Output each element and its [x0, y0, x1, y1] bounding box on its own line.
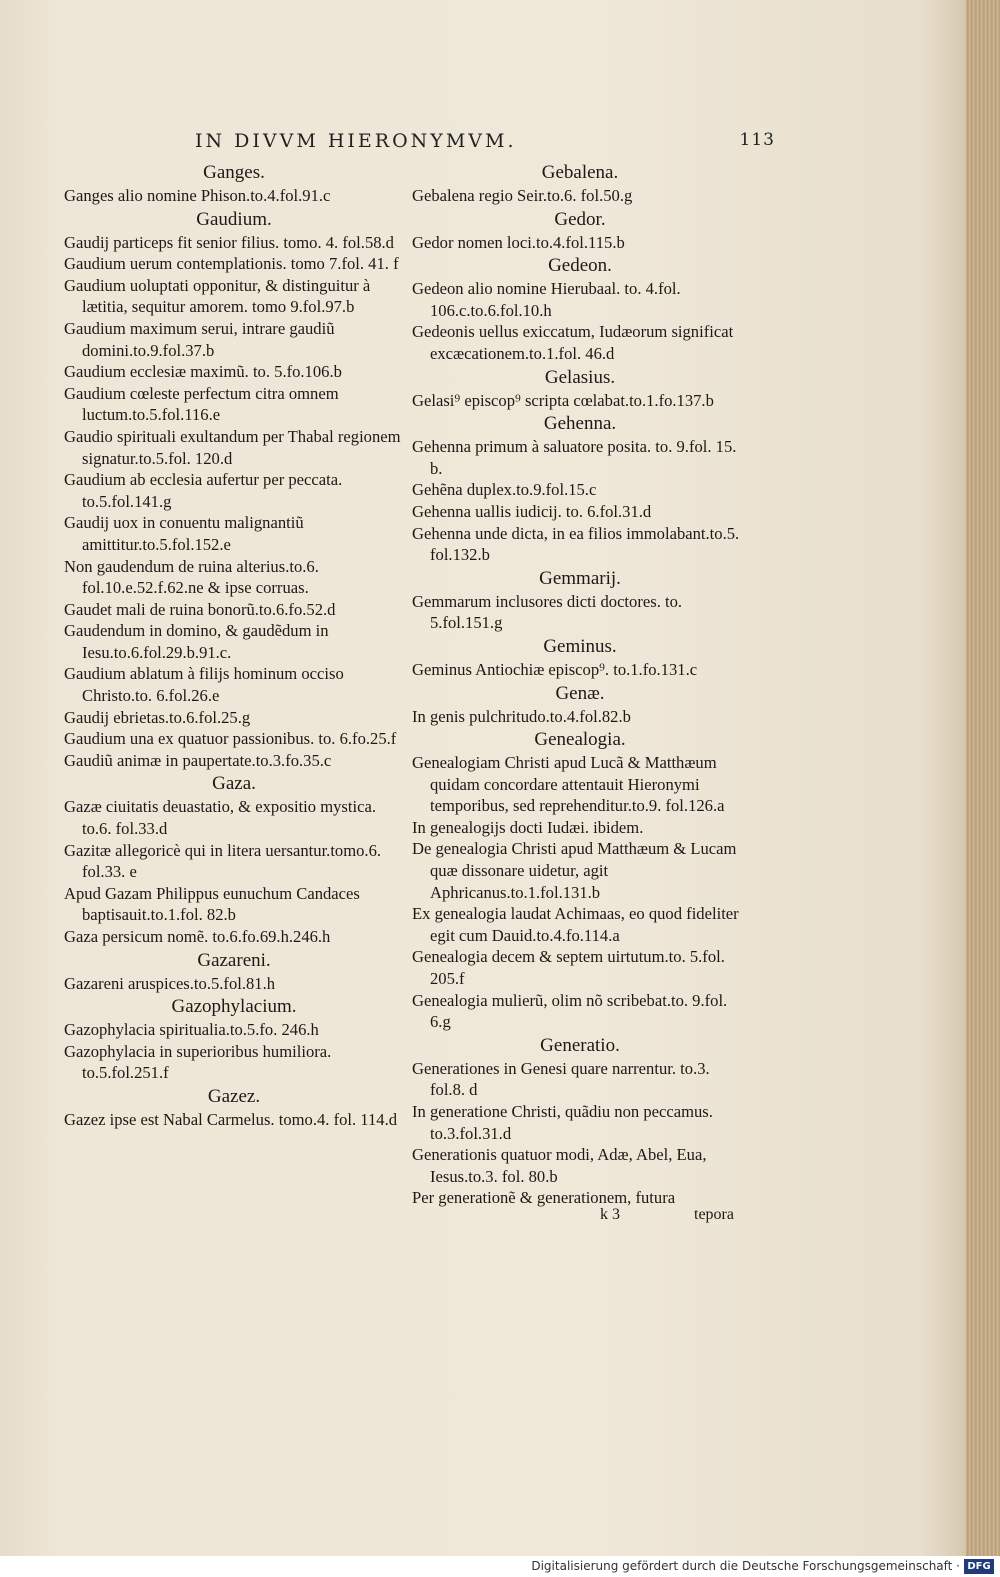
running-head-title: IN DIVVM HIERONYMVM. — [195, 130, 517, 152]
index-entry: Genealogia mulierũ, olim nõ scribebat.to. 9.fol. 6.g — [412, 990, 728, 1032]
left-column — [64, 160, 404, 1131]
index-entry: Gehenna unde dicta, in ea filios immolabant.to.5. fol.132.b — [412, 523, 740, 565]
index-entry: Gaudiũ animæ in paupertate.to.3.fo.35.c — [64, 750, 332, 770]
index-entry: Non gaudendum de ruina alterius.to.6. fol.10.e.52.f.62.ne & ipse corruas. — [64, 556, 319, 598]
index-headword: Gelasius. — [544, 366, 616, 388]
index-entry: Gaudium ab ecclesia aufertur per peccata. to.5.fol.141.g — [64, 470, 343, 511]
index-entry: Gazez ipse est Nabal Carmelus. tomo.4. fol. 114.d — [64, 1109, 398, 1129]
index-entry: Gazitæ allegoricè qui in litera uersantur.tomo.6. fol.33. e — [64, 840, 382, 882]
folio-number: 113 — [739, 130, 775, 150]
index-entry: Ganges alio nomine Phison.to.4.fol.91.c — [64, 186, 331, 205]
index-headword: Gedor. — [554, 208, 606, 230]
index-headword: Gedeon. — [548, 255, 612, 277]
index-headword: Gazareni. — [197, 949, 271, 971]
catchword: tepora — [694, 1206, 734, 1223]
index-entry: Generationis quatuor modi, Adæ, Abel, Eua, Iesus.to.3. fol. 80.b — [412, 1145, 707, 1186]
index-entry: Gehenna primum à saluatore posita. to. 9.fol. 15. b. — [412, 437, 737, 478]
index-headword: Genæ. — [555, 682, 605, 704]
index-entry: Gaudium ablatum à filijs hominum occiso Christo.to. 6.fol.26.e — [64, 664, 344, 706]
index-entry: Gaudium uerum contemplationis. tomo 7.fol. 41. f — [64, 254, 399, 274]
index-headword: Gehenna. — [543, 413, 617, 435]
index-entry: Gelasi⁹ episcop⁹ scripta cœlabat.to.1.fo.137.b — [412, 390, 714, 410]
index-entry: Geminus Antiochiæ episcop⁹. to.1.fo.131.c — [412, 659, 698, 679]
index-entry: Gehẽna duplex.to.9.fol.15.c — [412, 480, 597, 500]
index-entry: In genealogijs docti Iudæi. ibidem. — [412, 817, 644, 837]
index-entry: Gaudij ebrietas.to.6.fol.25.g — [64, 707, 251, 727]
running-head — [195, 130, 775, 154]
index-entry: De genealogia Christi apud Matthæum & Lucam quæ dissonare uidetur, agit Aphricanus.to.1.fol.131.b — [412, 839, 737, 902]
index-entry: In genis pulchritudo.to.4.fol.82.b — [412, 706, 631, 726]
index-entry: Apud Gazam Philippus eunuchum Candaces baptisauit.to.1.fol. 82.b — [64, 883, 360, 925]
index-entry: Gaudium ecclesiæ maximũ. to. 5.fo.106.b — [64, 362, 342, 382]
index-entry: Gedeon alio nomine Hierubaal. to. 4.fol. 106.c.to.6.fol.10.h — [412, 279, 681, 320]
index-entry: Genealogiam Christi apud Lucã & Matthæum quidam concordare attentauit Hieronymi temporibus, sed reprehenditur.to.9. fol.126.a — [412, 753, 725, 816]
page-edge — [966, 0, 1000, 1556]
index-entry: Gazæ ciuitatis deuastatio, & expositio mystica. to.6. fol.33.d — [64, 797, 376, 839]
index-headword: Geminus. — [543, 635, 617, 657]
index-entry: Genealogia decem & septem uirtutum.to. 5.fol. 205.f — [412, 947, 725, 989]
index-entry: Gaudio spirituali exultandum per Thabal regionem signatur.to.5.fol. 120.d — [64, 426, 401, 468]
index-entry: Gebalena regio Seir.to.6. fol.50.g — [412, 186, 633, 205]
index-headword: Gebalena. — [541, 162, 619, 183]
index-entry: Gaudium una ex quatuor passionibus. to. 6.fo.25.f — [64, 729, 397, 749]
index-entry: Gaudet mali de ruina bonorũ.to.6.fo.52.d — [64, 599, 336, 619]
index-entry: Gaza persicum nomẽ. to.6.fo.69.h.246.h — [64, 927, 331, 946]
index-entry: Gaudium uoluptati opponitur, & distinguitur à lætitia, sequitur amorem. tomo 9.fol.97.b — [64, 275, 371, 317]
index-entry: In generatione Christi, quãdiu non peccamus. to.3.fol.31.d — [412, 1102, 713, 1143]
index-entry: Gaudij particeps fit senior filius. tomo. 4. fol.58.d — [64, 232, 394, 252]
index-headword: Gazez. — [207, 1085, 261, 1107]
right-column — [412, 160, 748, 1209]
index-entry: Gaudium cœleste perfectum citra omnem luctum.to.5.fol.116.e — [64, 383, 339, 425]
index-entry: Generationes in Genesi quare narrentur. to.3. fol.8. d — [412, 1058, 710, 1100]
index-entry: Gazareni aruspices.to.5.fol.81.h — [64, 973, 276, 993]
index-headword: Generatio. — [540, 1034, 620, 1056]
index-entry: Gazophylacia spiritualia.to.5.fo. 246.h — [64, 1020, 319, 1040]
index-entry: Gedor nomen loci.to.4.fol.115.b — [412, 232, 625, 252]
index-headword: Genealogia. — [534, 729, 626, 751]
funding-notice: Digitalisierung gefördert durch die Deutsche Forschungsgemeinschaft · — [531, 1559, 960, 1573]
index-entry: Gedeonis uellus exiccatum, Iudæorum significat excæcationem.to.1.fol. 46.d — [412, 322, 734, 363]
index-entry: Gemmarum inclusores dicti doctores. to. 5.fol.151.g — [412, 591, 683, 633]
index-headword: Gaudium. — [196, 208, 272, 230]
index-entry: Per generationẽ & generationem, futura — [412, 1188, 676, 1208]
signature-mark: k 3 — [600, 1206, 620, 1223]
index-entry: Gaudij uox in conuentu malignantiũ amittitur.to.5.fol.152.e — [64, 513, 304, 554]
index-entry: Gazophylacia in superioribus humiliora. to.5.fol.251.f — [64, 1041, 332, 1083]
index-headword: Ganges. — [203, 162, 265, 183]
dfg-logo: DFG — [964, 1559, 994, 1574]
index-headword: Gemmarij. — [539, 567, 621, 589]
index-headword: Gazophylacium. — [171, 996, 297, 1018]
index-entry: Gehenna uallis iudicij. to. 6.fol.31.d — [412, 501, 652, 521]
index-entry: Ex genealogia laudat Achimaas, eo quod fideliter egit cum Dauid.to.4.fo.114.a — [412, 904, 739, 945]
catchline — [600, 1206, 734, 1224]
index-headword: Gaza. — [212, 773, 256, 795]
index-entry: Gaudendum in domino, & gaudẽdum in Iesu.to.6.fol.29.b.91.c. — [64, 621, 329, 662]
index-entry: Gaudium maximum serui, intrare gaudiũ domini.to.9.fol.37.b — [64, 318, 335, 360]
footer-bar — [0, 1556, 1000, 1577]
